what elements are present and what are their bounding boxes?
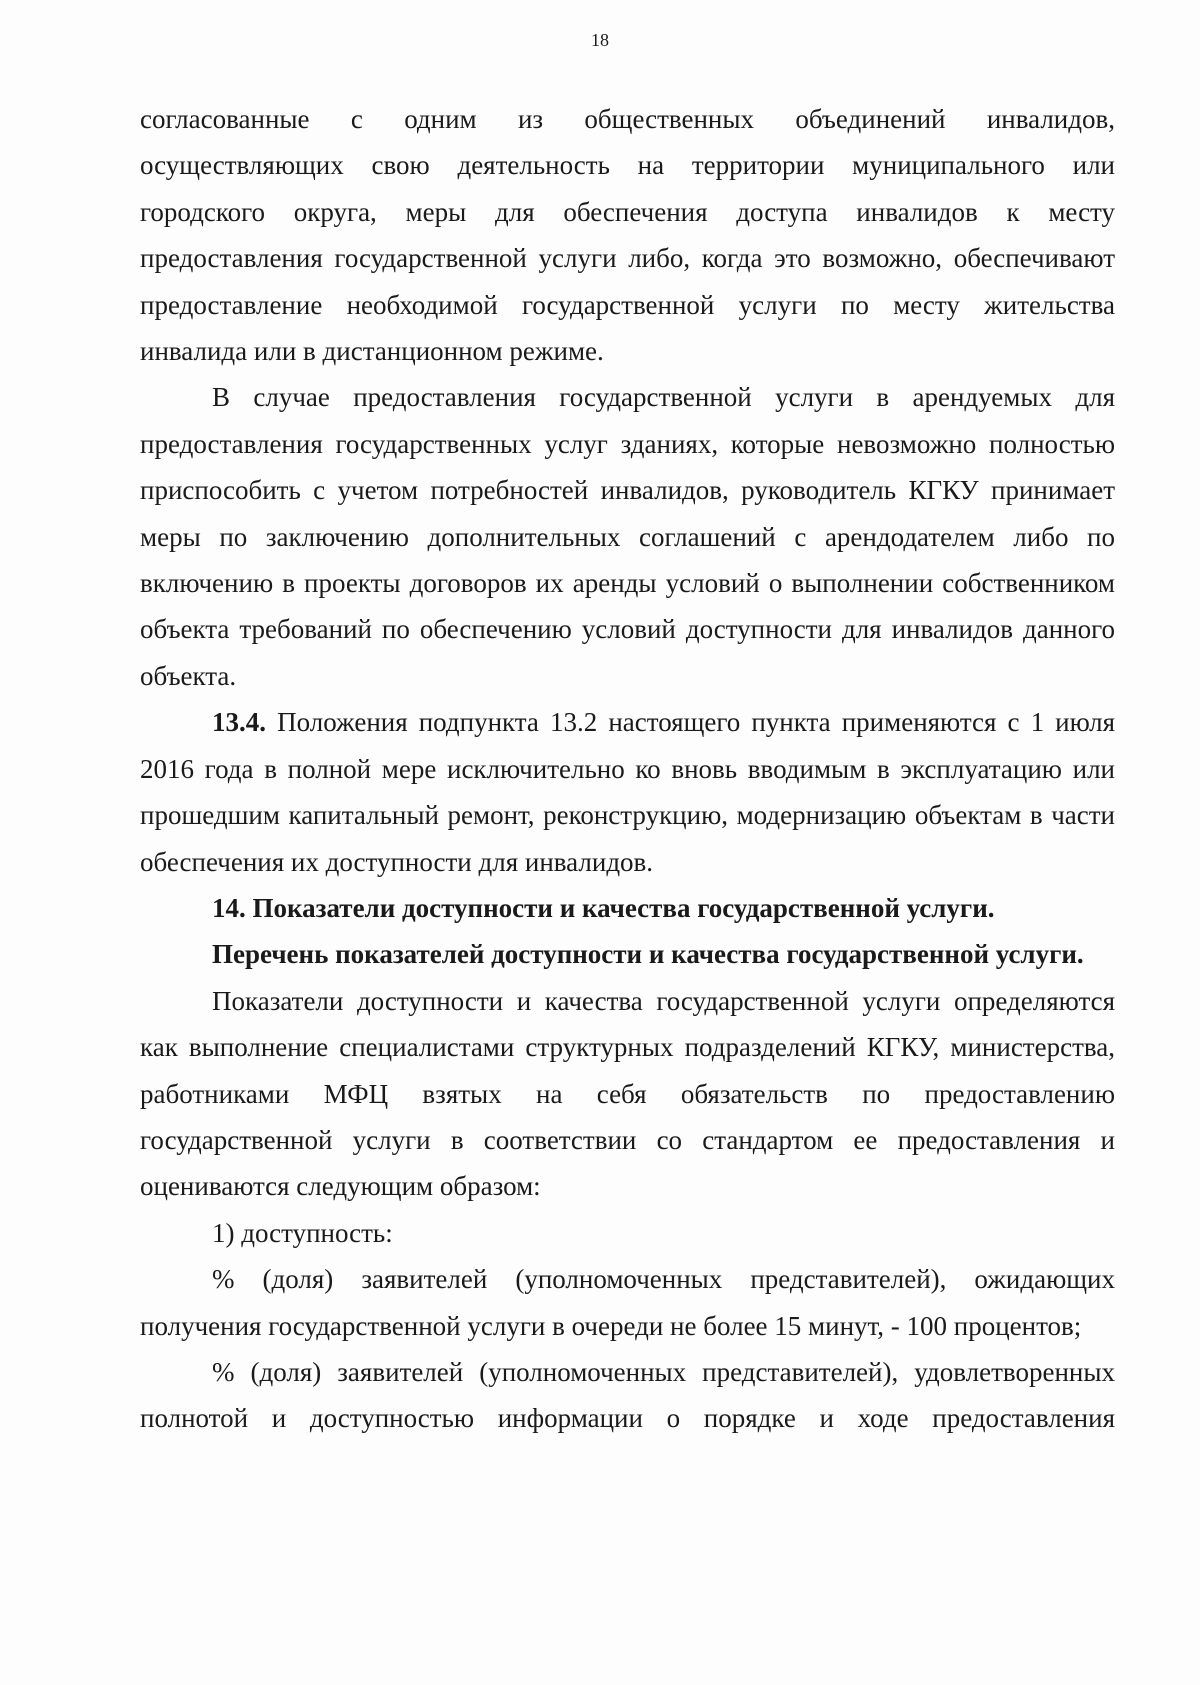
- subheading-indicators-list: Перечень показателей доступности и качества государственной услуги.: [212, 939, 1084, 970]
- document-body: [140, 96, 1115, 1442]
- list-item-accessibility: 1) доступность:: [212, 1217, 393, 1248]
- paragraph-13-4: [140, 699, 1115, 885]
- section-heading-14: 14. Показатели доступности и качества государственной услуги.: [212, 892, 995, 923]
- paragraph-indicators-definition: Показатели доступности и качества государственной услуги определяются как выполнение специалистами структурных подразделений КГКУ, министерства, работниками МФЦ взятых на себя обязательств по предоставлению государственной услуги в соответствии со стандартом ее предоставления и оцениваются следующим образом:: [140, 985, 1115, 1202]
- indicator-queue-wait: % (доля) заявителей (уполномоченных представителей), ожидающих получения государственной услуги в очереди не более 15 минут, - 100 процентов;: [140, 1264, 1115, 1341]
- paragraph-leased-buildings: В случае предоставления государственной услуги в арендуемых для предоставления государственных услуг зданиях, которые невозможно полностью приспособить с учетом потребностей инвалидов, руководитель КГКУ принимает меры по заключению дополнительных соглашений с арендодателем либо по включению в проекты договоров их аренды условий о выполнении собственником объекта требований по обеспечению условий доступности для инвалидов данного объекта.: [140, 382, 1115, 691]
- indicator-information-satisfaction: % (доля) заявителей (уполномоченных представителей), удовлетворенных полнотой и доступностью информации о порядке и ходе предоставления: [140, 1356, 1115, 1434]
- paragraph-disability-access-measures: согласованные с одним из общественных объединений инвалидов, осуществляющих свою деятельность на территории муниципального или городского округа, меры для обеспечения доступа инвалидов к месту предоставления государственной услуги либо, когда это возможно, обеспечивают предоставление необходимой государственной услуги по месту жительства инвалида или в дистанционном режиме.: [140, 104, 1115, 367]
- clause-text-13-4: Положения подпункта 13.2 настоящего пункта применяются с 1 июля 2016 года в полной мере исключительно ко вновь вводимым в эксплуатацию или прошедшим капитальный ремонт, реконструкцию, модернизацию объектам в части обеспечения их доступности для инвалидов.: [140, 707, 1115, 877]
- clause-number-13-4: 13.4.: [212, 707, 266, 738]
- page-number: 18: [591, 30, 609, 50]
